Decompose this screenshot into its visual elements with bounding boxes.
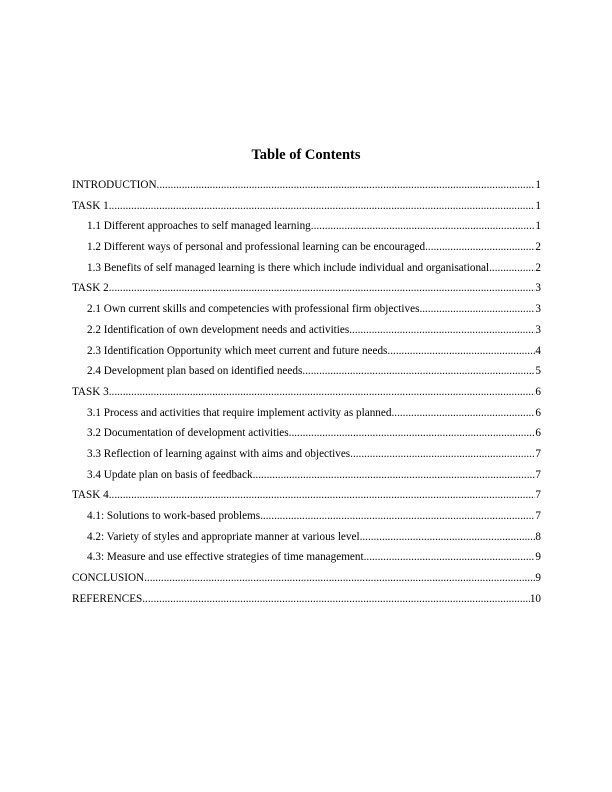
toc-entry[interactable]: [72, 423, 541, 444]
toc-leader-dots: [364, 547, 536, 568]
toc-entry-page: 7: [535, 447, 541, 460]
toc-leader-dots: [311, 216, 536, 237]
toc-entry-label: 4.2: Variety of styles and appropriate manner at various level: [87, 530, 360, 543]
toc-entry-label: TASK 3: [72, 385, 109, 398]
toc-entry-page: 10: [529, 592, 541, 605]
toc-entry-label: TASK 1: [72, 199, 109, 212]
toc-entry-page: 1: [535, 179, 541, 191]
toc-entry[interactable]: [72, 237, 541, 258]
toc-entry-label: 1.3 Benefits of self managed learning is there which include individual and organisational.: [87, 261, 492, 274]
toc-leader-dots: [109, 485, 536, 506]
toc-entry[interactable]: [72, 444, 541, 465]
toc-entry-page: 7: [535, 468, 541, 481]
toc-entry-page: 4: [535, 344, 541, 357]
toc-entry-page: 7: [535, 510, 541, 522]
toc-entry[interactable]: [72, 465, 541, 486]
toc-leader-dots: [109, 278, 536, 299]
toc-entry[interactable]: [72, 278, 541, 299]
toc-entry[interactable]: [72, 382, 541, 403]
toc-leader-dots: [289, 423, 536, 444]
toc-list: [72, 175, 541, 609]
toc-entry[interactable]: [72, 341, 541, 362]
toc-leader-dots: [260, 506, 535, 527]
toc-entry-label: CONCLUSION: [72, 572, 145, 585]
toc-entry-page: 8: [535, 530, 541, 543]
toc-entry[interactable]: [72, 361, 541, 382]
toc-entry-page: 3: [535, 282, 541, 295]
toc-entry-label: REFERENCES: [72, 592, 143, 605]
toc-leader-dots: [387, 341, 535, 362]
toc-leader-dots: [492, 258, 535, 279]
toc-leader-dots: [109, 196, 536, 217]
toc-entry-label: 4.3: Measure and use effective strategies of time management: [87, 551, 364, 564]
toc-leader-dots: [425, 237, 535, 258]
toc-leader-dots: [109, 382, 536, 403]
toc-entry[interactable]: [72, 506, 541, 527]
toc-leader-dots: [302, 361, 535, 382]
toc-leader-dots: [157, 175, 536, 196]
toc-entry-label: 2.1 Own current skills and competencies with professional firm objectives: [87, 303, 420, 316]
toc-leader-dots: [419, 299, 535, 320]
toc-entry-page: 6: [535, 427, 541, 440]
toc-entry-label: INTRODUCTION: [72, 179, 157, 191]
toc-entry-label: 3.3 Reflection of learning against with aims and objectives: [87, 447, 351, 460]
toc-entry-label: 2.3 Identification Opportunity which meet current and future needs: [87, 344, 388, 357]
toc-entry[interactable]: [72, 589, 541, 610]
toc-leader-dots: [349, 320, 535, 341]
toc-entry[interactable]: [72, 175, 541, 196]
toc-leader-dots: [360, 527, 536, 548]
toc-entry-page: 3: [535, 323, 541, 336]
toc-entry[interactable]: [72, 196, 541, 217]
toc-entry-label: 1.1 Different approaches to self managed learning: [87, 220, 311, 233]
toc-leader-dots: [253, 465, 536, 486]
toc-entry-page: 1: [535, 199, 541, 212]
toc-entry[interactable]: [72, 547, 541, 568]
toc-leader-dots: [391, 403, 535, 424]
toc-entry-page: 3: [535, 303, 541, 316]
toc-entry-label: 3.1 Process and activities that require implement activity as planned: [87, 406, 392, 419]
toc-entry[interactable]: [72, 485, 541, 506]
toc-entry[interactable]: [72, 568, 541, 589]
toc-entry-page: 9: [535, 572, 541, 585]
toc-entry-label: 3.4 Update plan on basis of feedback: [87, 468, 253, 481]
toc-entry[interactable]: [72, 527, 541, 548]
toc-entry-label: 1.2 Different ways of personal and professional learning can be encouraged: [87, 241, 426, 254]
toc-entry[interactable]: [72, 403, 541, 424]
toc-entry-page: 1: [535, 220, 541, 233]
toc-leader-dots: [350, 444, 535, 465]
toc-entry-label: TASK 4: [72, 489, 109, 502]
toc-entry-page: 9: [535, 551, 541, 564]
toc-entry-label: 2.4 Development plan based on identified needs: [87, 365, 303, 378]
toc-entry-page: 7: [535, 489, 541, 502]
toc-leader-dots: [144, 568, 535, 589]
toc-entry[interactable]: [72, 258, 541, 279]
toc-leader-dots: [142, 589, 530, 610]
toc-entry[interactable]: [72, 320, 541, 341]
toc-entry-page: 5: [535, 365, 541, 378]
toc-entry-page: 2: [535, 261, 541, 274]
toc-entry-label: 3.2 Documentation of development activities: [87, 427, 289, 440]
toc-entry[interactable]: [72, 299, 541, 320]
toc-entry-page: 2: [535, 241, 541, 254]
toc-entry-label: TASK 2: [72, 282, 109, 295]
toc-title: Table of Contents: [251, 147, 361, 163]
toc-entry-page: 6: [535, 406, 541, 419]
toc-entry-page: 6: [535, 385, 541, 398]
toc-entry[interactable]: [72, 216, 541, 237]
toc-entry-label: 2.2 Identification of own development needs and activities: [87, 323, 350, 336]
toc-entry-label: 4.1: Solutions to work-based problems: [87, 510, 261, 522]
